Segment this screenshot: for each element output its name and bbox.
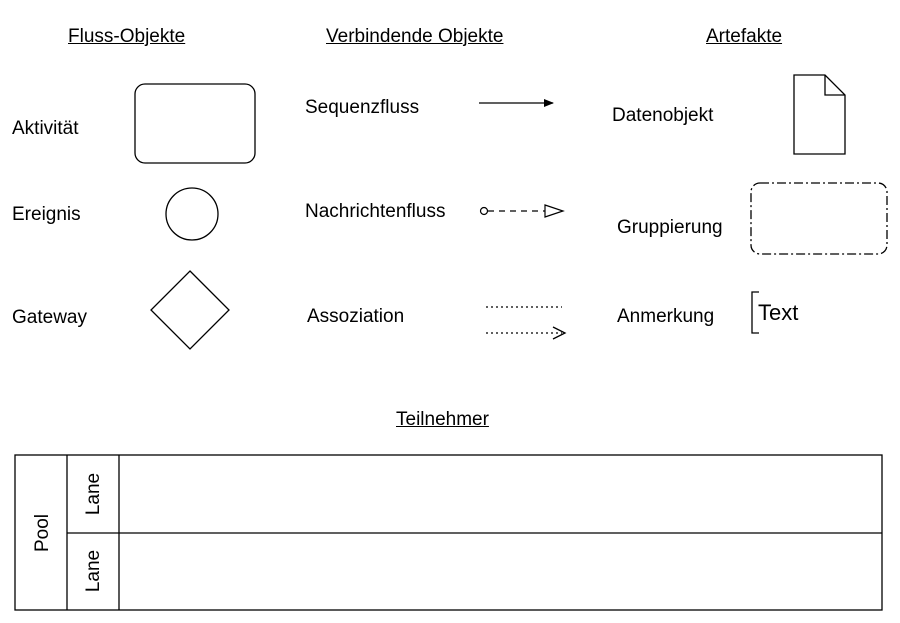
association-lines [486,307,565,339]
header-artifacts: Artefakte [706,26,783,47]
event-shape [166,188,218,240]
pool-shape [15,455,882,610]
header-connecting-objects: Verbindende Objekte [326,26,504,47]
label-gateway: Gateway [12,307,87,328]
activity-shape [135,84,255,163]
label-data-object: Datenobjekt [612,105,714,126]
label-group: Gruppierung [617,217,723,238]
label-message-flow: Nachrichtenfluss [305,201,446,222]
label-annotation: Anmerkung [617,306,715,327]
label-event: Ereignis [12,204,81,225]
header-participants: Teilnehmer [396,409,489,430]
label-sequence-flow: Sequenzfluss [305,97,420,118]
lane-label-2: Lane [83,549,104,593]
label-association: Assoziation [307,306,405,327]
gateway-shape [151,271,229,349]
label-activity: Aktivität [12,118,79,139]
annotation-text: Text [758,300,799,325]
header-flow-objects: Fluss-Objekte [68,26,186,47]
message-flow-arrow [481,205,564,217]
group-shape [751,183,887,254]
lane-label-1: Lane [83,472,104,516]
pool-label: Pool [32,513,53,553]
data-object-shape [794,75,845,154]
annotation-bracket [752,292,759,333]
